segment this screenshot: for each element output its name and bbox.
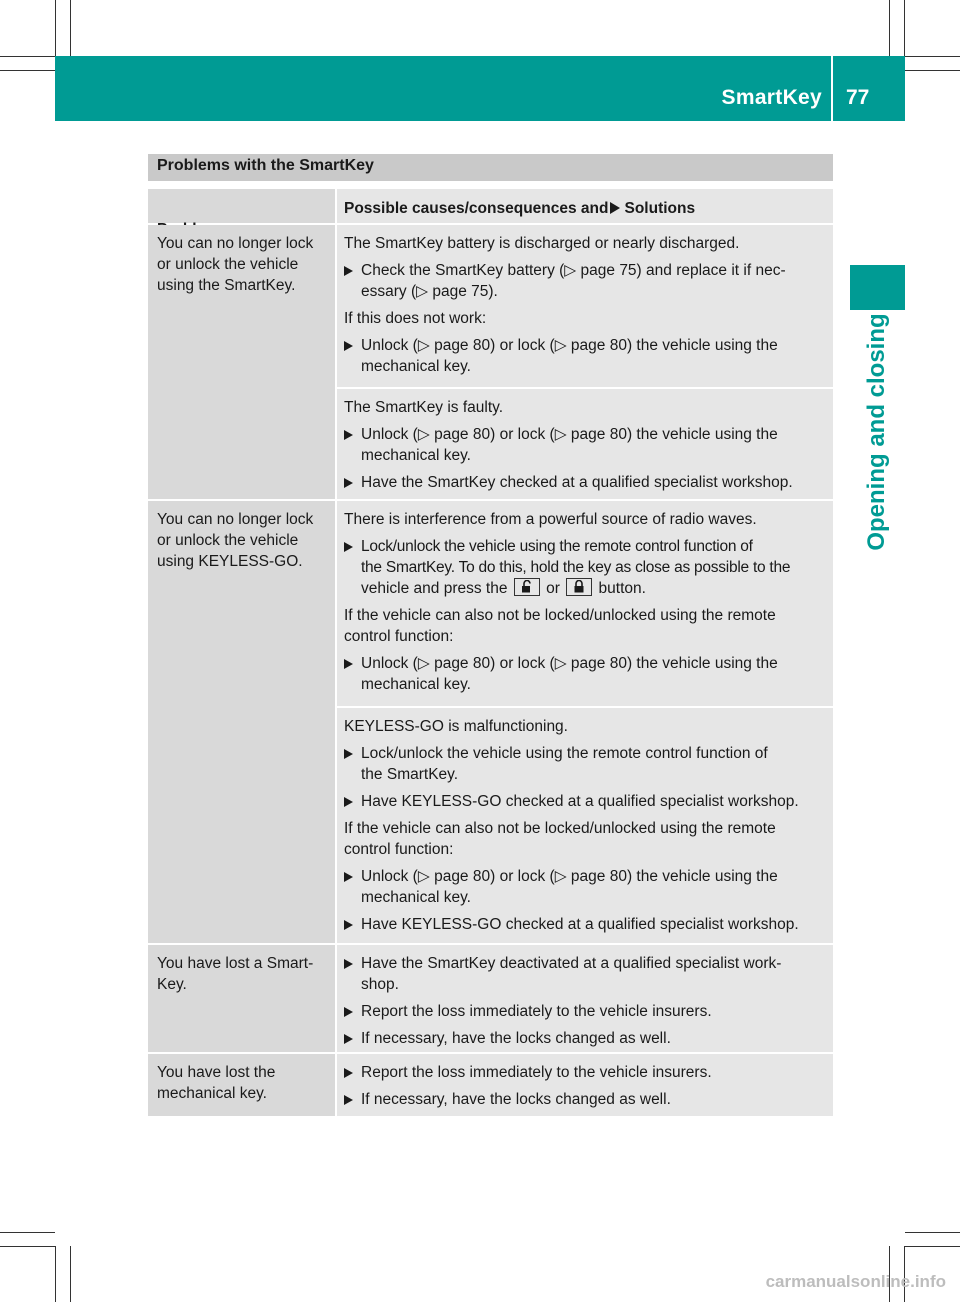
crop-mark	[905, 70, 960, 71]
crop-mark	[905, 1246, 960, 1247]
solution-cell	[337, 389, 833, 499]
column-header-solutions-label: Possible causes/consequences and	[344, 200, 609, 217]
action-text: Unlock (▷ page 80) or lock (▷ page 80) the vehicle using the mechanical key.	[361, 337, 778, 375]
action-arrow-icon	[610, 202, 620, 214]
action-text: Have KEYLESS-GO checked at a qualified specialist workshop.	[361, 916, 799, 933]
column-header-solutions-label-2: Solutions	[624, 200, 696, 217]
crop-mark	[0, 70, 55, 71]
crop-mark	[0, 1232, 55, 1233]
chapter-title: Opening and closing	[863, 313, 890, 551]
action-item	[344, 914, 829, 935]
action-text-or: or	[546, 580, 560, 597]
crop-mark	[55, 0, 56, 56]
action-arrow-icon	[344, 797, 353, 807]
solution-cell	[337, 708, 833, 943]
action-text: Report the loss immediately to the vehicle insurers.	[361, 1003, 712, 1020]
problem-cell: You can no longer lock or unlock the vehicle using the SmartKey.	[148, 225, 335, 499]
action-arrow-icon	[344, 430, 353, 440]
column-header-problem	[148, 189, 335, 223]
action-arrow-icon	[344, 1068, 353, 1078]
action-arrow-icon	[344, 1007, 353, 1017]
action-text: If necessary, have the locks changed as well.	[361, 1091, 671, 1108]
action-arrow-icon	[344, 659, 353, 669]
page-number: 77	[846, 86, 870, 109]
section-title: SmartKey	[721, 86, 822, 109]
solution-cell	[337, 225, 833, 387]
crop-mark	[889, 0, 890, 56]
cause-text: If the vehicle can also not be locked/unlocked using the remote control function:	[344, 607, 776, 645]
action-text: Unlock (▷ page 80) or lock (▷ page 80) the vehicle using the mechanical key.	[361, 655, 778, 693]
cause-text: If the vehicle can also not be locked/unlocked using the remote control function:	[344, 820, 776, 858]
crop-mark	[0, 56, 55, 57]
solution-cell	[337, 945, 833, 1052]
action-text: Have KEYLESS-GO checked at a qualified specialist workshop.	[361, 793, 799, 810]
action-arrow-icon	[344, 478, 353, 488]
solution-cell	[337, 501, 833, 706]
cause-text: The SmartKey battery is discharged or nearly discharged.	[344, 235, 740, 252]
action-arrow-icon	[344, 1034, 353, 1044]
unlock-button-symbol	[514, 578, 540, 596]
action-text: Lock/unlock the vehicle using the remote control function of the SmartKey.	[361, 745, 768, 783]
crop-mark	[904, 0, 905, 56]
action-item	[344, 536, 829, 599]
action-text: If necessary, have the locks changed as well.	[361, 1030, 671, 1047]
action-arrow-icon	[344, 341, 353, 351]
table-title: Problems with the SmartKey	[148, 154, 833, 181]
solution-cell	[337, 1054, 833, 1116]
unlock-icon	[521, 580, 533, 593]
action-arrow-icon	[344, 872, 353, 882]
cause-text: KEYLESS-GO is malfunctioning.	[344, 718, 568, 735]
cause-text: There is interference from a powerful source of radio waves.	[344, 511, 757, 528]
crop-mark	[70, 0, 71, 56]
action-item	[344, 1089, 829, 1110]
cause-text: The SmartKey is faulty.	[344, 399, 504, 416]
action-text-post: button.	[598, 580, 646, 597]
action-item	[344, 1062, 829, 1083]
action-text: Have the SmartKey deactivated at a qualified specialist work- shop.	[361, 955, 782, 993]
column-header-solutions	[337, 189, 833, 223]
action-item	[344, 335, 829, 377]
action-arrow-icon	[344, 920, 353, 930]
action-arrow-icon	[344, 266, 353, 276]
action-arrow-icon	[344, 542, 353, 552]
cause-text: If this does not work:	[344, 310, 487, 327]
action-item	[344, 953, 829, 995]
action-item	[344, 424, 829, 466]
action-item	[344, 653, 829, 695]
action-item	[344, 472, 829, 493]
chapter-tab-marker	[850, 265, 905, 310]
problem-cell: You have lost a Smart- Key.	[148, 945, 335, 1052]
action-text: Check the SmartKey battery (▷ page 75) and replace it if nec- essary (▷ page 75).	[361, 262, 786, 300]
action-text: Unlock (▷ page 80) or lock (▷ page 80) the vehicle using the mechanical key.	[361, 426, 778, 464]
problem-cell: You have lost the mechanical key.	[148, 1054, 335, 1116]
action-item	[344, 1028, 829, 1049]
crop-mark	[70, 1246, 71, 1302]
action-item	[344, 743, 829, 785]
action-item	[344, 1001, 829, 1022]
action-text: Report the loss immediately to the vehicle insurers.	[361, 1064, 712, 1081]
action-arrow-icon	[344, 1095, 353, 1105]
header-divider	[831, 56, 833, 121]
lock-icon	[573, 580, 585, 593]
watermark: carmanualsonline.info	[765, 1272, 946, 1291]
lock-button-symbol	[566, 578, 592, 596]
crop-mark	[55, 1246, 56, 1302]
action-arrow-icon	[344, 959, 353, 969]
crop-mark	[905, 1232, 960, 1233]
crop-mark	[0, 1246, 55, 1247]
action-text: Lock/unlock the vehicle using the remote control function of the SmartKey. To do this, hold the key as close as possible to the	[361, 538, 791, 576]
action-arrow-icon	[344, 749, 353, 759]
action-text: Have the SmartKey checked at a qualified specialist workshop.	[361, 474, 793, 491]
crop-mark	[905, 56, 960, 57]
action-item	[344, 260, 829, 302]
action-item	[344, 866, 829, 908]
problem-cell: You can no longer lock or unlock the vehicle using KEYLESS-GO.	[148, 501, 335, 943]
action-text: Unlock (▷ page 80) or lock (▷ page 80) the vehicle using the mechanical key.	[361, 868, 778, 906]
action-text-tail: vehicle and press the	[361, 580, 508, 597]
action-item	[344, 791, 829, 812]
